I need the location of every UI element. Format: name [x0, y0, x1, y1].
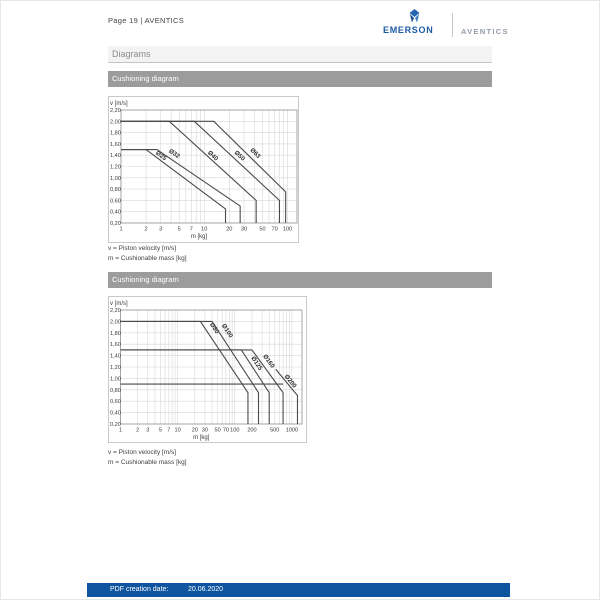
note-cushionable-mass: m = Cushionable mass [kg]	[108, 255, 187, 262]
svg-text:3: 3	[159, 226, 163, 233]
svg-text:50: 50	[214, 427, 221, 434]
cushioning-diagram-banner-1	[108, 71, 492, 87]
svg-text:500: 500	[270, 427, 280, 434]
note-cushionable-mass: m = Cushionable mass [kg]	[108, 459, 187, 466]
svg-text:1,00: 1,00	[110, 175, 121, 182]
svg-text:1,20: 1,20	[110, 164, 121, 171]
svg-text:20: 20	[191, 427, 198, 434]
cushioning-chart-1-svg	[109, 97, 298, 242]
svg-text:0,20: 0,20	[110, 221, 121, 227]
note-piston-velocity: v = Piston velocity [m/s]	[108, 245, 177, 252]
svg-text:Ø25: Ø25	[154, 149, 168, 163]
footer-bar	[87, 583, 510, 597]
banner-title: Cushioning diagram	[112, 275, 179, 284]
svg-text:0,60: 0,60	[110, 399, 121, 406]
svg-text:m [kg]: m [kg]	[193, 435, 210, 441]
svg-text:10: 10	[201, 226, 208, 233]
emerson-logo-icon	[407, 9, 422, 24]
emerson-wordmark: EMERSON	[383, 25, 434, 35]
brand-block	[380, 8, 515, 40]
svg-text:70: 70	[222, 427, 230, 434]
note-piston-velocity: v = Piston velocity [m/s]	[108, 449, 177, 456]
cushioning-chart-2	[108, 296, 307, 443]
svg-text:5: 5	[177, 226, 181, 233]
svg-text:1,40: 1,40	[110, 353, 121, 360]
svg-text:7: 7	[189, 226, 193, 233]
svg-text:2,20: 2,20	[110, 308, 121, 314]
chart-2-notes	[108, 448, 187, 468]
svg-text:20: 20	[226, 226, 233, 233]
svg-text:200: 200	[247, 427, 257, 434]
svg-text:2: 2	[136, 427, 140, 434]
svg-text:1,60: 1,60	[110, 342, 121, 349]
svg-text:1,60: 1,60	[110, 141, 121, 148]
svg-text:1,80: 1,80	[110, 130, 121, 137]
chart-1-notes	[108, 244, 187, 264]
svg-text:Ø125: Ø125	[249, 355, 264, 372]
svg-text:0,80: 0,80	[110, 387, 121, 394]
svg-text:100: 100	[282, 226, 293, 233]
svg-text:0,40: 0,40	[110, 209, 121, 216]
svg-text:2: 2	[144, 226, 148, 233]
aventics-wordmark: AVENTICS	[461, 27, 509, 36]
svg-text:1,20: 1,20	[110, 365, 121, 371]
svg-text:2,20: 2,20	[110, 108, 121, 114]
svg-text:7: 7	[167, 427, 171, 434]
brand-divider	[452, 13, 453, 37]
svg-text:1,40: 1,40	[110, 153, 121, 160]
svg-text:100: 100	[230, 427, 240, 434]
cushioning-chart-2-svg	[109, 297, 306, 442]
svg-text:Ø80: Ø80	[208, 321, 221, 336]
svg-text:30: 30	[240, 226, 248, 233]
svg-text:70: 70	[271, 226, 278, 233]
cushioning-chart-1	[108, 96, 299, 243]
footer-label: PDF creation date:	[110, 586, 169, 593]
banner-title: Cushioning diagram	[112, 74, 179, 83]
svg-text:m [kg]: m [kg]	[190, 234, 208, 240]
svg-text:v [m/s]: v [m/s]	[110, 301, 128, 307]
svg-text:0,60: 0,60	[110, 198, 121, 205]
svg-text:0,40: 0,40	[110, 410, 121, 417]
page-header-label: Page 19 | AVENTICS	[108, 16, 184, 25]
svg-text:2,00: 2,00	[110, 319, 121, 326]
svg-text:1: 1	[118, 427, 123, 434]
svg-text:2,00: 2,00	[110, 119, 121, 126]
svg-text:1,80: 1,80	[110, 330, 121, 337]
svg-text:Ø100: Ø100	[220, 322, 235, 340]
svg-text:v [m/s]: v [m/s]	[110, 101, 128, 107]
svg-text:3: 3	[146, 427, 150, 434]
svg-text:Ø40: Ø40	[206, 149, 220, 163]
svg-text:Ø50: Ø50	[232, 149, 247, 163]
svg-text:10: 10	[174, 427, 181, 434]
svg-text:0,80: 0,80	[110, 187, 121, 194]
svg-text:Ø63: Ø63	[248, 146, 262, 161]
svg-text:0,20: 0,20	[110, 422, 121, 428]
cushioning-diagram-banner-2	[108, 272, 492, 288]
svg-text:Ø160: Ø160	[261, 353, 276, 370]
svg-text:50: 50	[259, 226, 266, 233]
svg-text:Ø32: Ø32	[167, 147, 181, 161]
section-header	[108, 46, 492, 63]
section-title: Diagrams	[112, 49, 151, 59]
svg-text:1: 1	[119, 226, 123, 233]
svg-text:30: 30	[201, 427, 209, 434]
footer-date: 20.06.2020	[188, 586, 224, 593]
svg-text:1000: 1000	[285, 427, 299, 434]
svg-text:Ø200: Ø200	[282, 373, 298, 390]
svg-text:1,00: 1,00	[110, 376, 121, 383]
svg-text:5: 5	[158, 427, 163, 434]
